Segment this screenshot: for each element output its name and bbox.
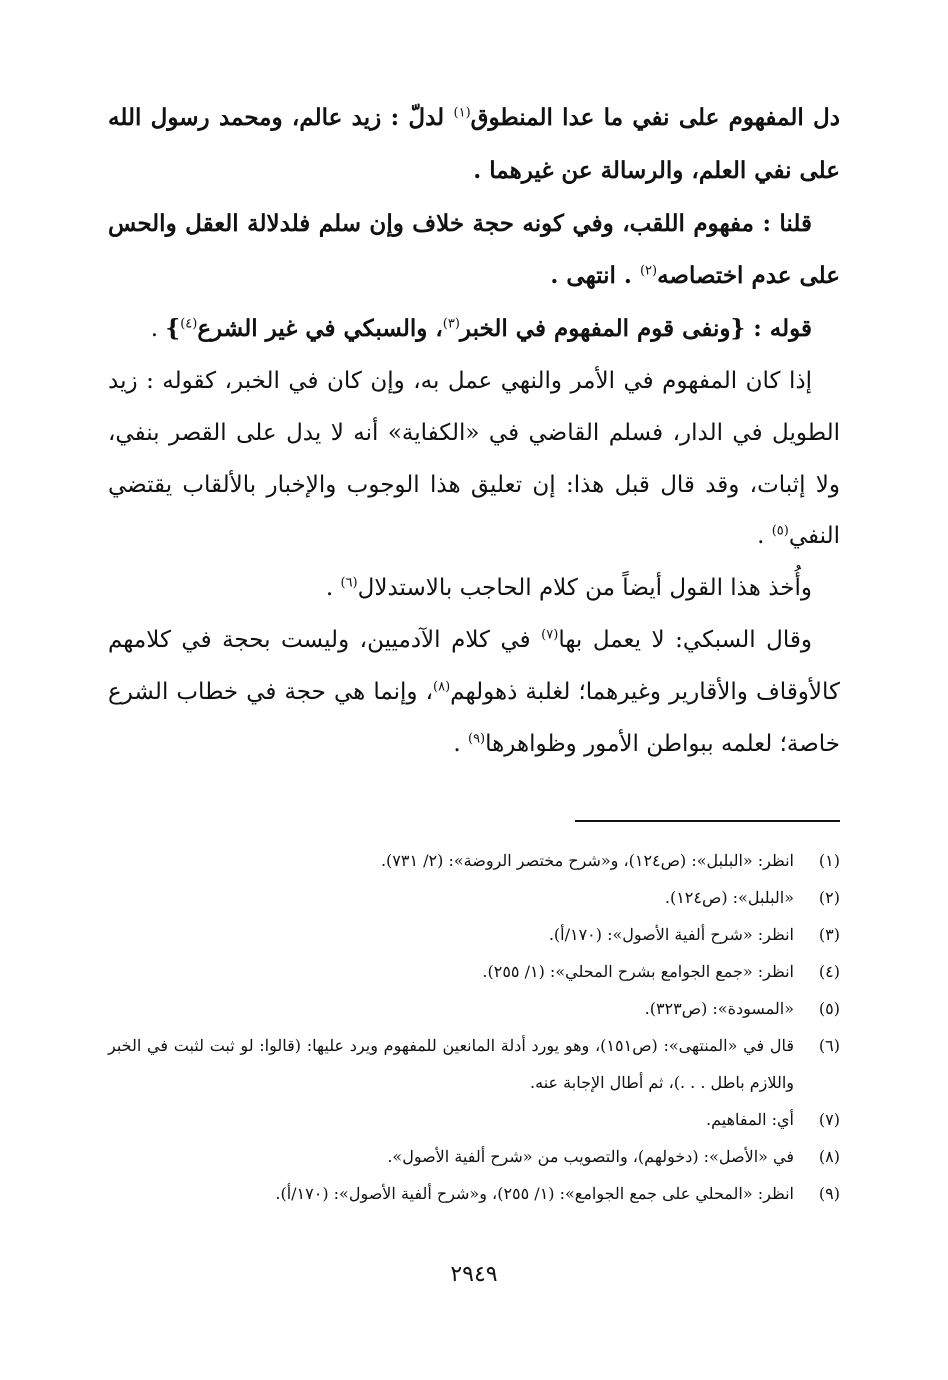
footnote-text: قال في «المنتهى»: (ص١٥١)، وهو يورد أدلة المانعين للمفهوم ويرد عليها: (قالوا: لو ثبت لثبت في الخبر واللازم باطل . . .)، ثم أطال الإجابة عنه.: [108, 1036, 794, 1093]
footnote-number: (٦): [818, 1036, 840, 1056]
footnote-ref-6[interactable]: (٦): [340, 575, 358, 591]
p6-text-c: ، وإنما هي حجة في خطاب الشرع خاصة؛ لعلمه ببواطن الأمور وظواهرها: [108, 678, 840, 757]
footnote-ref-1[interactable]: (١): [453, 105, 471, 121]
main-text: [108, 92, 840, 770]
p5-text-a: وأُخذ هذا القول أيضاً من كلام الحاجب بالاستدلال: [357, 575, 812, 602]
p1-text-b: لدلّ : زيد عالم، ومحمد رسول الله على نفي العلم، والرسالة عن غيرهما .: [108, 104, 840, 184]
p4-text-b: .: [757, 523, 772, 550]
p2-text-a: قلنا : مفهوم اللقب، وفي كونه حجة خلاف وإن سلم فلدلالة العقل والحس على عدم اختصاصه: [108, 209, 840, 290]
footnote-number: (٨): [818, 1147, 840, 1167]
footnote-text: انظر: «البلبل»: (ص١٢٤)، و«شرح مختصر الروضة»: (٢/ ٧٣١).: [380, 851, 794, 871]
p3-quote-a: {ونفى قوم المفهوم في الخبر: [459, 315, 746, 343]
footnote-number: (٢): [818, 888, 840, 908]
footnote-ref-4[interactable]: (٤): [180, 316, 198, 332]
p1-text-a: دل المفهوم على نفي ما عدا المنطوق: [470, 104, 840, 131]
footnote-7: [108, 1101, 840, 1138]
footnote-1: [108, 842, 840, 879]
page-number: ٢٩٤٩: [450, 1262, 498, 1287]
footnote-8: [108, 1138, 840, 1175]
p4-text-a: إذا كان المفهوم في الأمر والنهي عمل به، وإن كان في الخبر، كقوله : زيد الطويل في الدار، فسلم القاضي في «الكفاية» أنه لا يدل على القصر بنفي، ولا إثبات، وقد قال قبل هذا: إن تعليق هذا الوجوب والإخبار بالألقاب يقتضي النفي: [108, 367, 840, 550]
footnote-number: (١): [818, 851, 840, 871]
paragraph-3: [108, 303, 840, 356]
p6-text-a: وقال السبكي: لا يعمل بها: [558, 626, 812, 653]
footnote-4: [108, 953, 840, 990]
paragraph-5: [108, 563, 840, 615]
footnote-6: [108, 1027, 840, 1101]
footnote-5: [108, 990, 840, 1027]
footnote-number: (٣): [818, 925, 840, 945]
footnote-text: «المسودة»: (ص٣٢٣).: [644, 999, 794, 1019]
footnote-text: في «الأصل»: (دخولهم)، والتصويب من «شرح ألفية الأصول».: [387, 1147, 794, 1167]
footnote-number: (٧): [818, 1110, 840, 1130]
footnote-text: انظر: «المحلي على جمع الجوامع»: (١/ ٢٥٥)، و«شرح ألفية الأصول»: (١٧٠/أ).: [275, 1184, 794, 1204]
page-body: [108, 92, 840, 1212]
p3-end: .: [150, 316, 166, 343]
p6-text-d: .: [453, 730, 468, 757]
p3-quote-b: ، والسبكي في غير الشرع: [197, 315, 443, 343]
paragraph-2: [108, 198, 840, 304]
footnote-ref-7[interactable]: (٧): [541, 627, 559, 643]
footnote-text: انظر: «شرح ألفية الأصول»: (١٧٠/أ).: [548, 925, 794, 945]
p3-quote-c: }: [165, 315, 181, 343]
footnote-separator: [575, 820, 840, 822]
p6-text-b: في كلام الآدميين، وليست بحجة في كلامهم كالأوقاف والأقارير وغيرهما؛ لغلبة ذهولهم: [108, 626, 840, 705]
paragraph-4: [108, 356, 840, 563]
footnote-3: [108, 916, 840, 953]
p3-lead: قوله :: [745, 315, 812, 343]
footnote-2: [108, 879, 840, 916]
footnote-text: «البلبل»: (ص١٢٤).: [664, 888, 794, 908]
p2-text-b: . انتهى .: [550, 262, 640, 290]
footnote-ref-9[interactable]: (٩): [467, 730, 486, 746]
p5-text-b: .: [325, 575, 341, 602]
footnote-ref-2[interactable]: (٢): [639, 263, 658, 279]
footnote-number: (٩): [818, 1184, 840, 1204]
footnote-ref-5[interactable]: (٥): [771, 523, 789, 539]
footnotes: [108, 842, 840, 1212]
footnote-ref-3[interactable]: (٣): [442, 316, 460, 332]
paragraph-6: [108, 615, 840, 770]
footnote-text: انظر: «جمع الجوامع بشرح المحلي»: (١/ ٢٥٥).: [482, 962, 794, 982]
footnote-9: [108, 1175, 840, 1212]
paragraph-1: [108, 92, 840, 198]
footnote-number: (٥): [818, 999, 840, 1019]
footnote-ref-8[interactable]: (٨): [433, 679, 451, 695]
footnote-text: أي: المفاهيم.: [706, 1110, 794, 1130]
footnote-number: (٤): [818, 962, 840, 982]
